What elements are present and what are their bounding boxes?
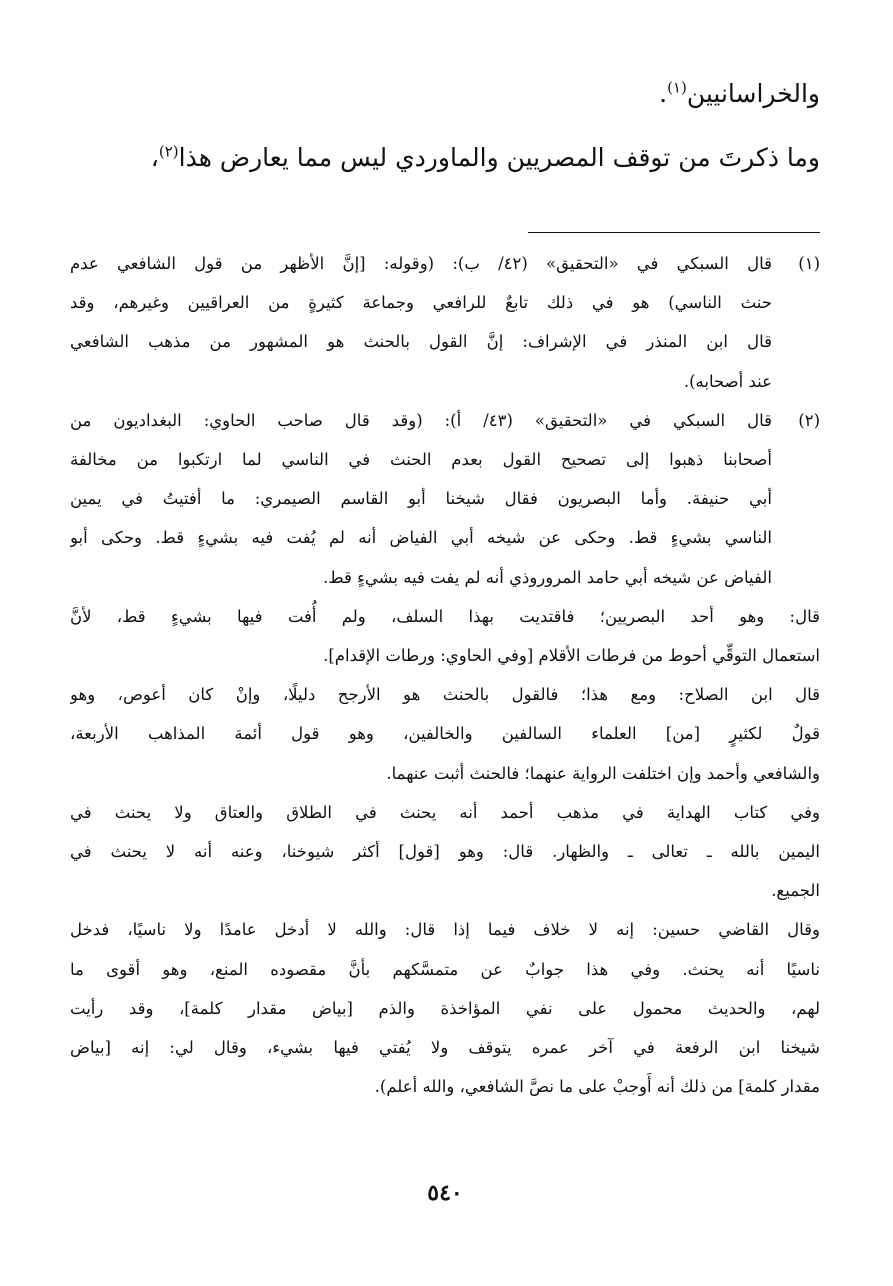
main-line-2 (70, 126, 820, 190)
continuation-line: قولٌ لكثيرٍ [من] العلماء السالفين والخالفين، وهو قول أئمة المذاهب الأربعة، (70, 724, 820, 744)
footnote-2 (70, 401, 820, 597)
continuation-line: اليمين بالله ـ تعالى ـ والظهار. قال: وهو [قول] أكثر شيوخنا، وعنه أنه لا يحنث في (70, 842, 820, 862)
footnotes (70, 244, 820, 1106)
footnote-1-line: عند أصحابه). (683, 371, 772, 391)
footnote-2-line: أبي حنيفة. وأما البصريون فقال شيخنا أبو القاسم الصيمري: ما أفتيتُ في يمين (70, 489, 772, 509)
main-line-2-end: ، (150, 143, 159, 172)
continuation-line: والشافعي وأحمد وإن اختلفت الرواية عنهما؛ فالحنث أثبت عنهما. (386, 763, 820, 783)
footnote-2-continuation (70, 597, 820, 1107)
continuation-line: وقال القاضي حسين: إنه لا خلاف فيما إذا قال: والله لا أدخل عامدًا ولا ناسيًا، فدخل (70, 920, 820, 940)
footnote-2-line: أصحابنا ذهبوا إلى تصحيح القول بعدم الحنث في الناسي لما ارتكبوا من مخالفة (70, 450, 772, 470)
continuation-line: وفي كتاب الهداية في مذهب أحمد أنه يحنث في الطلاق والعتاق ولا يحنث في (70, 802, 820, 822)
footnote-2-line: الفياض عن شيخه أبي حامد المروروذي أنه لم يفت فيه بشيءٍ قط. (323, 567, 772, 587)
footnote-number-2: (٢) (798, 410, 820, 430)
main-text (70, 62, 820, 190)
main-line-1-end: . (659, 79, 668, 108)
footnote-1 (70, 244, 820, 401)
continuation-line: قال: وهو أحد البصريين؛ فاقتديت بهذا السلف، ولم أُفت فيها بشيءٍ قط، لأنَّ (70, 606, 820, 626)
footnote-number-1: (١) (798, 254, 820, 273)
footnote-ref-1[interactable]: (١) (667, 78, 687, 97)
footnote-1-line: قال السبكي في «التحقيق» (٤٢/ ب): (وقوله: [إنَّ الأظهر من قول الشافعي عدم (70, 254, 772, 273)
footnote-ref-2[interactable]: (٢) (158, 142, 179, 161)
footnote-2-line: الناسي بشيءٍ قط. وحكى عن شيخه أبي الفياض أنه لم يُفت فيه بشيءٍ قط. وحكى أبو (70, 528, 772, 548)
continuation-line: شيخنا ابن الرفعة في آخر عمره يتوقف ولا يُفتي فيها بشيء، وقال لي: إنه [بياض (70, 1038, 820, 1058)
continuation-line: الجميع. (771, 881, 820, 901)
book-page (70, 62, 820, 1232)
footnote-1-line: قال ابن المنذر في الإشراف: إنَّ القول بالحنث هو المشهور من مذهب الشافعي (70, 332, 772, 352)
page-number: ٥٤٠ (427, 1180, 463, 1206)
footnote-separator (528, 232, 820, 233)
main-line-1-text: والخراسانيين (686, 79, 820, 108)
footnote-1-line: حنث الناسي) هو في ذلك تابعٌ للرافعي وجماعة كثيرةٍ من العراقيين وغيرهم، وقد (70, 293, 772, 313)
continuation-line: ناسيًا أنه يحنث. وفي هذا جوابٌ عن متمسَّكهم بأنَّ مقصوده المنع، وهو أقوى ما (70, 959, 820, 979)
main-line-2-text: وما ذكرتَ من توقف المصريين والماوردي ليس مما يعارض هذا (178, 143, 820, 172)
continuation-line: لهم، والحديث محمول على نفي المؤاخذة والذم [بياض مقدار كلمة]، وقد رأيت (70, 998, 820, 1018)
continuation-line: قال ابن الصلاح: ومع هذا؛ فالقول بالحنث هو الأرجح دليلًا، وإنْ كان أعوص، وهو (70, 685, 820, 705)
continuation-line: مقدار كلمة] من ذلك أنه أَوجبْ على ما نصَّ الشافعي، والله أعلم). (374, 1077, 820, 1097)
continuation-line: استعمال التوقِّي أحوط من فرطات الأقلام [وفي الحاوي: ورطات الإقدام]. (323, 646, 820, 666)
footnote-2-line: قال السبكي في «التحقيق» (٤٣/ أ): (وقد قال صاحب الحاوي: البغداديون من (70, 410, 772, 430)
main-line-1 (70, 62, 820, 126)
